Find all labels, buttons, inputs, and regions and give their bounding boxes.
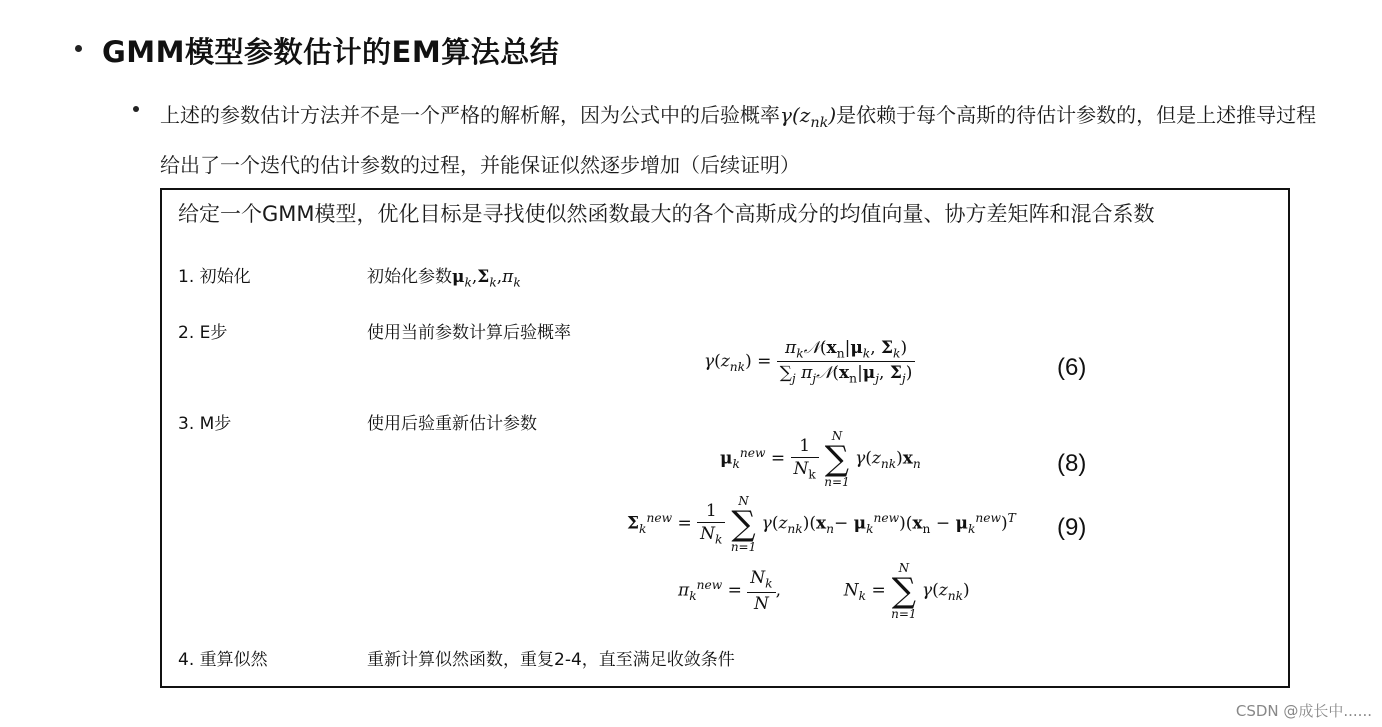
- paragraph-text-before: 上述的参数估计方法并不是一个严格的解析解，因为公式中的后验概率: [160, 103, 780, 127]
- summary-paragraph: [160, 94, 1330, 186]
- watermark: CSDN @成长中......: [1235, 702, 1372, 720]
- algorithm-box: [160, 188, 1290, 688]
- init-params-formula: $\mu_k,\Sigma_k,\pi_k$: [452, 267, 521, 290]
- equation-6: $\gamma(z_{nk})$ = $\frac{\pi_k𝒩(x_n|\mu_k, \Sigma_k)}{\sum_j \pi_j𝒩(x_n|\mu_j, \Sigma_j)}$: [704, 338, 915, 386]
- step-4-desc: 重新计算似然函数，重复2-4，直至满足收敛条件: [367, 650, 735, 670]
- section-heading: GMM模型参数估计的EM算法总结: [102, 35, 560, 69]
- step-4-label: 4. 重算似然: [178, 650, 268, 670]
- equation-pi-nk: $\pi_k^{new}$ = $\frac{N_k}{N}$ , $N_k$ = N ∑ n=1 $\gamma(z_{nk})$: [678, 561, 970, 621]
- step-2-label: 2. E步: [178, 323, 228, 343]
- equation-8: $\mu_k^{new}$ = $\frac{1}{N_k}$ N ∑ n=1 $\gamma(z_{nk})x_n$: [720, 429, 921, 489]
- equation-9: $\Sigma_k^{new}$ = $\frac{1}{N_k}$ N ∑ n=1 $\gamma(z_{nk})(x_n- \mu_k^{new})(x_n - \mu_k^{new})^T$: [627, 494, 1016, 554]
- paragraph-text-after: 是依赖于每个高斯的待估计参数的，但是上述推导过程给出了一个迭代的估计参数的过程，并能保证似然逐步增加（后续证明）: [160, 103, 1317, 177]
- equation-number-6: (6): [1057, 354, 1087, 381]
- paragraph-bullet: [133, 106, 139, 112]
- algorithm-intro: 给定一个GMM模型，优化目标是寻找使似然函数最大的各个高斯成分的均值向量、协方差矩阵和混合系数: [178, 202, 1155, 226]
- equation-number-9: (9): [1057, 514, 1087, 541]
- heading-bullet: [75, 45, 82, 52]
- step-3-desc: 使用后验重新估计参数: [367, 414, 537, 434]
- posterior-symbol: $\gamma(z_{nk})$: [780, 103, 837, 131]
- equation-number-8: (8): [1057, 450, 1087, 477]
- step-1-label: 1. 初始化: [178, 267, 251, 287]
- step-1-desc: 初始化参数$\mu_k,\Sigma_k,\pi_k$: [367, 267, 521, 290]
- step-2-desc: 使用当前参数计算后验概率: [367, 323, 571, 343]
- step-3-label: 3. M步: [178, 414, 232, 434]
